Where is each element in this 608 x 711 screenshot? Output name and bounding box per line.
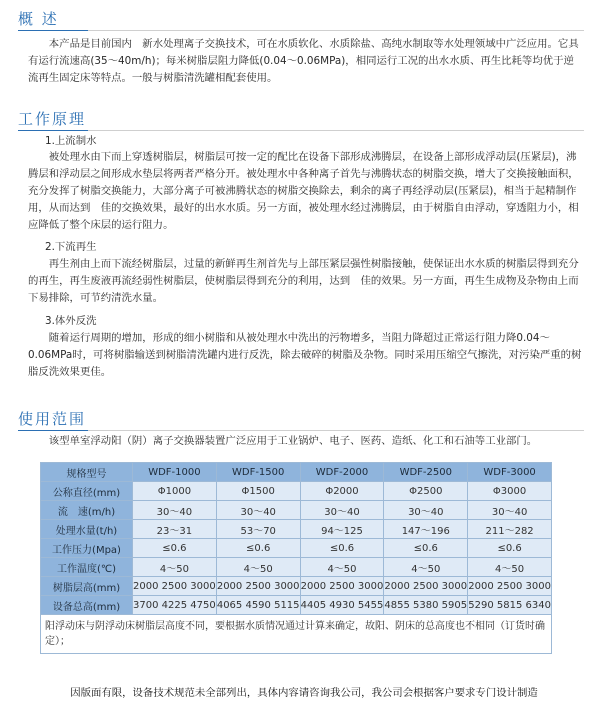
row-label: 处理水量(t/h) [41,520,133,539]
principle-heading-2: 2.下流再生 [45,241,97,253]
table-cell: ≤0.6 [468,539,552,558]
table-cell: Φ1000 [133,482,217,501]
principle-heading-1: 1.上流制水 [45,135,97,147]
table-row [41,539,552,558]
table-cell: 4～50 [133,558,217,577]
overview-title: 概 述 [18,10,59,28]
scope-divider [18,430,584,431]
table-header-model: WDF-3000 [468,463,552,482]
table-cell: 30～40 [300,501,384,520]
table-cell: 30～40 [384,501,468,520]
table-header-model: WDF-2000 [300,463,384,482]
footer-note: 因版面有限，设备技术规范未全部列出，具体内容请咨询我公司，我公司会根据客户要求专门设计制造 [70,687,538,699]
table-cell: Φ2500 [384,482,468,501]
table-cell: 5290 5815 6340 [468,596,552,615]
table-header-label: 规格型号 [41,463,133,482]
table-note: 阳浮动床与阴浮动床树脂层高度不同，要根据水质情况通过计算来确定，故阳、阴床的总高度也不相同（订货时确定）； [41,615,552,654]
table-header-model: WDF-1000 [133,463,217,482]
table-row [41,558,552,577]
table-cell: ≤0.6 [133,539,217,558]
table-cell: Φ3000 [468,482,552,501]
table-cell: 147～196 [384,520,468,539]
table-cell: ≤0.6 [384,539,468,558]
table-row [41,501,552,520]
principle-heading-3: 3.体外反洗 [45,315,97,327]
row-label: 工作温度(℃) [41,558,133,577]
table-cell: 2000 2500 3000 [133,577,217,596]
table-cell: 4～50 [300,558,384,577]
row-label: 公称直径(mm) [41,482,133,501]
table-cell: 2000 2500 3000 [468,577,552,596]
table-header-model: WDF-1500 [216,463,300,482]
table-cell: 30～40 [468,501,552,520]
row-label: 树脂层高(mm) [41,577,133,596]
table-cell: 3700 4225 4750 [133,596,217,615]
table-cell: 2000 2500 3000 [300,577,384,596]
table-row [41,520,552,539]
table-cell: Φ1500 [216,482,300,501]
table-cell: 4～50 [468,558,552,577]
row-label: 设备总高(mm) [41,596,133,615]
table-header-row [41,463,552,482]
table-cell: ≤0.6 [300,539,384,558]
principle-title: 工作原理 [18,110,87,128]
table-note-row [41,615,552,654]
table-cell: 23～31 [133,520,217,539]
principle-text-3: 随着运行周期的增加，形成的细小树脂和从被处理水中洗出的污物增多，当阻力降超过正常运行阻力降0.04～0.06MPa时，可将树脂输送到树脂清洗罐内进行反洗，除去破碎的树脂及杂物。同时采用压缩空气擦洗，对污染严重的树脂反洗效果更佳。 [28,332,582,378]
table-cell: 4065 4590 5115 [216,596,300,615]
principle-text-1: 被处理水由下而上穿透树脂层，树脂层可按一定的配比在设备下部形成沸腾层，在设备上部形成浮动层(压紧层)，沸腾层和浮动层之间形成水垫层将两者严格分开。被处理水中各种离子首先与沸腾状态的树脂交换，增大了交换接触面积，充分发挥了树脂交换能力，大部分离子可被沸腾状态的树脂交换除去，剩余的离子再经浮动层(压紧层)，相当于起精制作用，从而达到 佳的交换效果，最好的出水水质。另一方面，被处理水经过沸腾层，由于树脂自由浮动，穿透阻力小，相应降低了整个床层的运行阻力。 [28,151,579,231]
table-cell: 4～50 [384,558,468,577]
table-cell: 4405 4930 5455 [300,596,384,615]
table-cell: 4～50 [216,558,300,577]
table-row [41,596,552,615]
row-label: 工作压力(Mpa) [41,539,133,558]
spec-table [40,462,552,654]
table-cell: ≤0.6 [216,539,300,558]
row-label: 流 速(m/h) [41,501,133,520]
table-cell: 94～125 [300,520,384,539]
principle-text-2: 再生剂由上而下流经树脂层，过量的新鲜再生剂首先与上部压紧层强性树脂接触，使保证出水水质的树脂层得到充分的再生，再生废液再流经弱性树脂层，使树脂层得到充分的利用，达到 佳的效果。另一方面，再生生成物及杂物由上而下易排除，可节约清洗水量。 [28,258,579,304]
table-cell: 30～40 [216,501,300,520]
overview-text: 本产品是目前国内 新水处理离子交换技术，可在水质软化、水质除盐、高纯水制取等水处理领域中广泛应用。它具有运行流速高(35～40m/h)；每米树脂层阻力降低(0.04～0.06MPa)，相同运行工况的出水水质、再生比耗等均优于逆流再生固定床等特点。一般与树脂清洗罐相配套使用。 [28,38,579,84]
overview-divider [18,30,584,31]
table-cell: 53～70 [216,520,300,539]
table-cell: 211～282 [468,520,552,539]
table-cell: 4855 5380 5905 [384,596,468,615]
table-cell: 2000 2500 3000 [216,577,300,596]
table-cell: Φ2000 [300,482,384,501]
scope-title: 使用范围 [18,410,87,428]
table-cell: 30～40 [133,501,217,520]
table-header-model: WDF-2500 [384,463,468,482]
table-row [41,577,552,596]
principle-divider [18,130,584,131]
scope-text: 该型单室浮动阳（阴）离子交换器装置广泛应用于工业锅炉、电子、医药、造纸、化工和石油等工业部门。 [48,435,538,447]
table-cell: 2000 2500 3000 [384,577,468,596]
table-row [41,482,552,501]
